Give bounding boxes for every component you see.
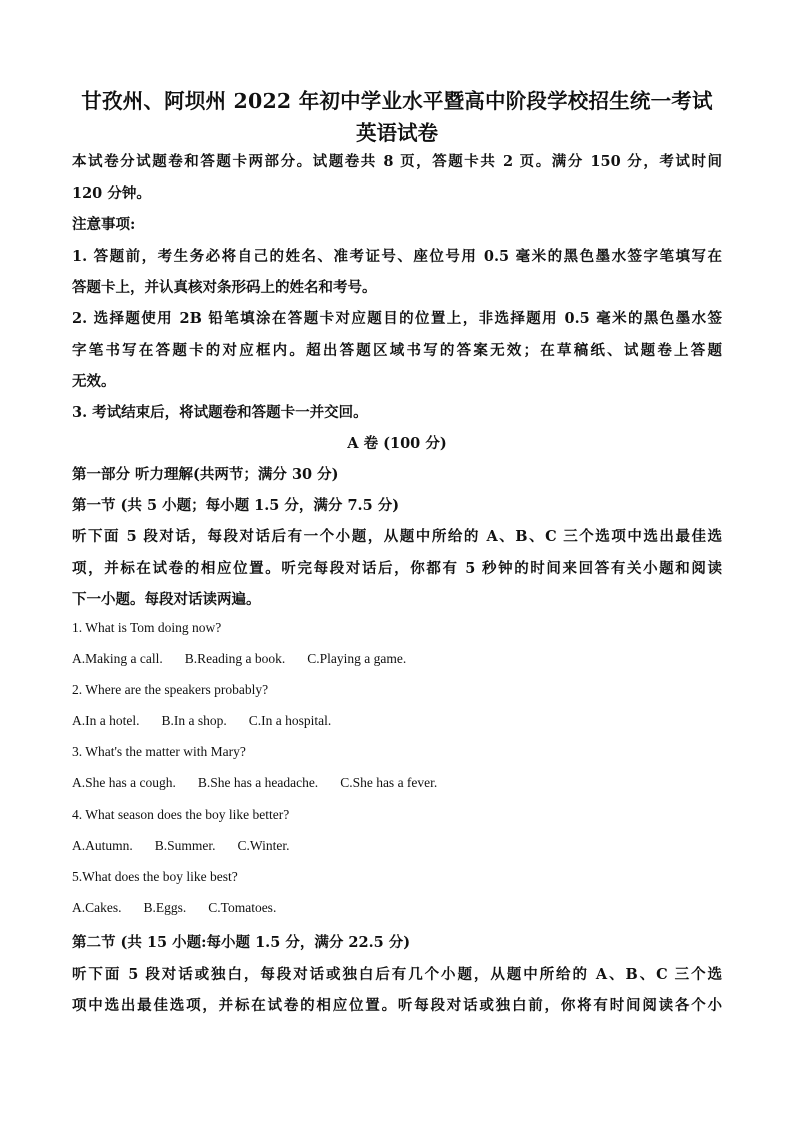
option-c: C.In a hospital. (248, 713, 332, 728)
question-options (72, 713, 353, 729)
option-a: A.Autumn. (72, 838, 133, 853)
section-2-heading: 第二节 (共 15 小题:每小题 1.5 分，满分 22.5 分) (72, 934, 411, 951)
option-a: A.Cakes. (72, 900, 122, 915)
note-1-line: 1. 答题前，考生务必将自己的姓名、准考证号、座位号用 0.5 毫米的黑色墨水签字笔填写在 (72, 248, 722, 265)
option-a: A.Making a call. (72, 651, 163, 666)
option-b: B.In a shop. (161, 713, 227, 728)
option-c: C.Tomatoes. (208, 900, 277, 915)
note-2-line: 字笔书写在答题卡的对应框内。超出答题区域书写的答案无效；在草稿纸、试题卷上答题 (72, 342, 722, 359)
intro-line: 120 分钟。 (72, 185, 151, 202)
exam-subtitle: 英语试卷 (356, 121, 438, 145)
option-b: B.Reading a book. (184, 651, 286, 666)
question-stem: 2. Where are the speakers probably? (72, 682, 269, 697)
section-1-instruction: 下一小题。每段对话读两遍。 (72, 591, 261, 608)
option-c: C.She has a fever. (340, 775, 438, 790)
note-1-line: 答题卡上，并认真核对条形码上的姓名和考号。 (72, 279, 377, 296)
question-options (72, 900, 298, 916)
section-2-instruction: 项中选出最佳选项，并标在试卷的相应位置。听每段对话或独白前，你将有时间阅读各个小 (72, 997, 722, 1014)
option-c: C.Playing a game. (307, 651, 407, 666)
option-b: B.Eggs. (143, 900, 187, 915)
note-3: 3. 考试结束后，将试题卷和答题卡一并交回。 (72, 404, 368, 421)
note-2-line: 2. 选择题使用 2B 铅笔填涂在答题卡对应题目的位置上，非选择题用 0.5 毫米的黑色墨水签 (72, 310, 722, 327)
question-stem: 5.What does the boy like best? (72, 869, 238, 884)
note-2-line: 无效。 (72, 373, 116, 390)
question-options (72, 838, 311, 854)
paper-a-heading: A 卷 (100 分) (347, 435, 447, 452)
option-b: B.She has a headache. (197, 775, 319, 790)
question-options (72, 775, 459, 791)
question-stem: 3. What's the matter with Mary? (72, 744, 246, 759)
intro-line: 本试卷分试题卷和答题卡两部分。试题卷共 8 页，答题卡共 2 页。满分 150 分，考试时间 (72, 153, 722, 170)
notes-heading: 注意事项: (72, 216, 136, 233)
section-1-instruction: 项，并标在试卷的相应位置。听完每段对话后，你都有 5 秒钟的时间来回答有关小题和阅读 (72, 560, 722, 577)
option-a: A.In a hotel. (72, 713, 140, 728)
exam-title: 甘孜州、阿坝州 2022 年初中学业水平暨高中阶段学校招生统一考试 (81, 89, 713, 113)
option-a: A.She has a cough. (72, 775, 176, 790)
section-1-heading: 第一节 (共 5 小题；每小题 1.5 分，满分 7.5 分) (72, 497, 400, 514)
section-2-instruction: 听下面 5 段对话或独白，每段对话或独白后有几个小题，从题中所给的 A、B、C 三个选 (72, 966, 722, 983)
question-stem: 4. What season does the boy like better? (72, 807, 290, 822)
question-stem: 1. What is Tom doing now? (72, 620, 222, 635)
question-options (72, 651, 428, 667)
option-b: B.Summer. (154, 838, 216, 853)
option-c: C.Winter. (237, 838, 290, 853)
part-1-heading: 第一部分 听力理解(共两节；满分 30 分) (72, 466, 339, 483)
section-1-instruction: 听下面 5 段对话，每段对话后有一个小题，从题中所给的 A、B、C 三个选项中选出最佳选 (72, 528, 722, 545)
